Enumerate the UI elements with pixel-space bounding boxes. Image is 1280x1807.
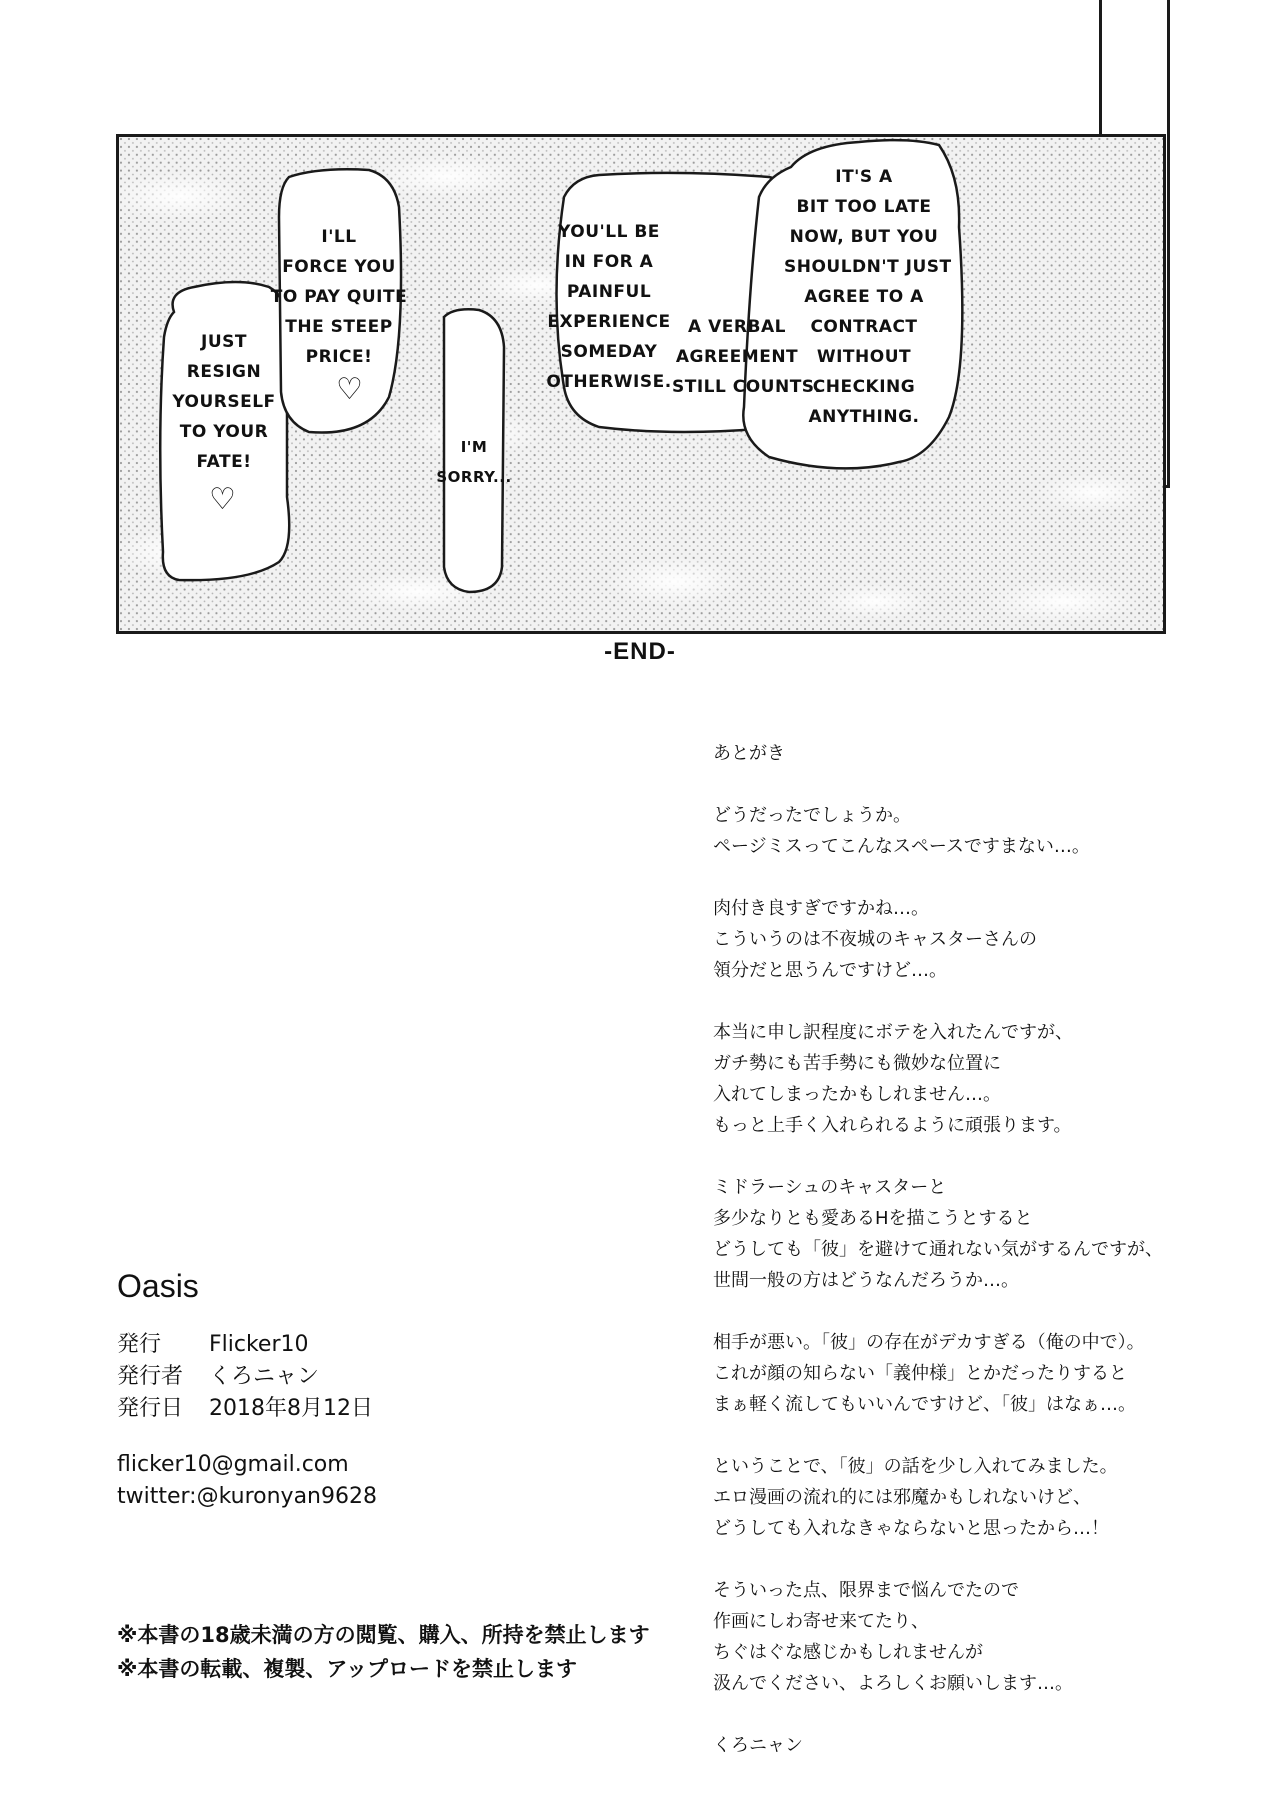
afterword-line: こういうのは不夜城のキャスターさんの bbox=[713, 929, 1037, 950]
bubble-line: ANYTHING. bbox=[808, 407, 920, 427]
notice-line: ※本書の転載、複製、アップロードを禁止します bbox=[117, 1657, 577, 1681]
info-row-publisher bbox=[117, 1329, 677, 1361]
bubble-line: FORCE YOU bbox=[282, 257, 396, 277]
afterword-line: まぁ軽く流してもいいんですけど、「彼」はなぁ…。 bbox=[713, 1394, 1136, 1415]
bubble-line: EXPERIENCE bbox=[547, 312, 671, 332]
bubble-line: SHOULDN'T JUST bbox=[784, 257, 952, 277]
contact-block bbox=[117, 1449, 677, 1513]
afterword-line: どうだったでしょうか。 bbox=[713, 805, 911, 826]
afterword-spacer bbox=[713, 769, 1243, 800]
bubble-line: BIT TOO LATE bbox=[796, 197, 932, 217]
legal-notices bbox=[117, 1618, 717, 1686]
afterword-line: 汲んでください、よろしくお願いします…。 bbox=[713, 1673, 1073, 1694]
afterword-line: 入れてしまったかもしれません…。 bbox=[713, 1084, 1001, 1105]
afterword-spacer bbox=[713, 1420, 1243, 1451]
info-value: Flicker10 bbox=[209, 1332, 309, 1357]
bubble-painful bbox=[544, 217, 674, 397]
heart-icon: ♡ bbox=[336, 372, 363, 407]
info-value: 2018年8月12日 bbox=[209, 1396, 373, 1421]
bubble-line: AGREE TO A bbox=[804, 287, 924, 307]
info-label: 発行日 bbox=[117, 1396, 184, 1421]
bubble-line: CONTRACT bbox=[810, 317, 918, 337]
bubble-line: I'LL bbox=[321, 227, 357, 247]
bubble-line: SOMEDAY bbox=[560, 342, 658, 362]
bubble-late bbox=[784, 162, 952, 432]
bubble-line: YOU'LL BE bbox=[558, 222, 660, 242]
afterword-line: ページミスってこんなスペースですまない…。 bbox=[713, 836, 1090, 857]
bubble-line: THE STEEP bbox=[285, 317, 393, 337]
bubble-line: TO PAY QUITE bbox=[270, 287, 408, 307]
afterword-line: エロ漫画の流れ的には邪魔かもしれないけど、 bbox=[713, 1487, 1091, 1508]
bubble-line: A VERBAL bbox=[688, 317, 786, 337]
afterword-spacer bbox=[713, 862, 1243, 893]
afterword-line: 肉付き良すぎですかね…。 bbox=[713, 898, 929, 919]
afterword-spacer bbox=[713, 986, 1243, 1017]
bubble-line: YOURSELF bbox=[172, 392, 276, 412]
twitter-handle: twitter:@kuronyan9628 bbox=[117, 1484, 377, 1509]
bubble-line: CHECKING bbox=[812, 377, 916, 397]
afterword-line: 世間一般の方はどうなんだろうか…。 bbox=[713, 1270, 1019, 1291]
info-label: 発行 bbox=[117, 1332, 162, 1357]
manga-panel bbox=[116, 134, 1166, 634]
afterword-line: くろニャン bbox=[713, 1735, 803, 1756]
bubble-verbal bbox=[672, 312, 822, 402]
afterword-line: 作画にしわ寄せ来てたり、 bbox=[713, 1611, 929, 1632]
afterword-spacer bbox=[713, 1296, 1243, 1327]
bubble-line: RESIGN bbox=[186, 362, 262, 382]
afterword-line: 本当に申し訳程度にボテを入れたんですが、 bbox=[713, 1022, 1073, 1043]
bubble-line: I'M bbox=[460, 438, 488, 456]
bubble-line: NOW, BUT YOU bbox=[789, 227, 939, 247]
afterword bbox=[713, 738, 1243, 1761]
afterword-line: どうしても「彼」を避けて通れない気がするんですが、 bbox=[713, 1239, 1163, 1260]
bubble-line: TO YOUR bbox=[179, 422, 269, 442]
afterword-line: これが顔の知らない「義仲様」とかだったりすると bbox=[713, 1363, 1127, 1384]
afterword-spacer bbox=[713, 1544, 1243, 1575]
heart-icon: ♡ bbox=[209, 482, 236, 517]
info-label: 発行者 bbox=[117, 1364, 184, 1389]
afterword-line: そういった点、限界まで悩んでたので bbox=[713, 1580, 1019, 1601]
info-value: くろニャン bbox=[209, 1364, 320, 1389]
bubble-line: PRICE! bbox=[305, 347, 373, 367]
colophon bbox=[117, 1268, 677, 1513]
afterword-line: ミドラーシュのキャスターと bbox=[713, 1177, 947, 1198]
afterword-line: どうしても入れなきゃならないと思ったから…！ bbox=[713, 1518, 1109, 1539]
end-mark: -END- bbox=[604, 638, 676, 665]
info-row-date bbox=[117, 1393, 677, 1425]
afterword-line: 相手が悪い。「彼」の存在がデカすぎる（俺の中で）。 bbox=[713, 1332, 1145, 1353]
bubble-line: SORRY... bbox=[436, 468, 512, 486]
afterword-line: ということで、「彼」の話を少し入れてみました。 bbox=[713, 1456, 1118, 1477]
afterword-spacer bbox=[713, 1699, 1243, 1730]
bubble-line: IN FOR A bbox=[564, 252, 654, 272]
afterword-line: 多少なりとも愛あるHを描こうとすると bbox=[713, 1208, 1033, 1229]
bubble-line: OTHERWISE. bbox=[546, 372, 672, 392]
afterword-heading: あとがき bbox=[713, 743, 785, 764]
afterword-line: ガチ勢にも苦手勢にも微妙な位置に bbox=[713, 1053, 1001, 1074]
book-title: Oasis bbox=[117, 1268, 199, 1304]
bubble-line: WITHOUT bbox=[816, 347, 912, 367]
bubble-force bbox=[264, 222, 414, 372]
bubble-line: IT'S A bbox=[835, 167, 893, 187]
afterword-line: 領分だと思うんですけど…。 bbox=[713, 960, 947, 981]
afterword-line: もっと上手く入れられるように頑張ります。 bbox=[713, 1115, 1072, 1136]
bubble-line: AGREEMENT bbox=[675, 347, 799, 367]
email-address: flicker10@gmail.com bbox=[117, 1452, 349, 1477]
afterword-line: ちぐはぐな感じかもしれませんが bbox=[713, 1642, 983, 1663]
notice-line: ※本書の18歳未満の方の閲覧、購入、所持を禁止します bbox=[117, 1623, 650, 1647]
info-row-author bbox=[117, 1361, 677, 1393]
bubble-line: PAINFUL bbox=[566, 282, 652, 302]
bubble-sorry bbox=[424, 432, 524, 492]
bubble-line: FATE! bbox=[196, 452, 252, 472]
bubble-line: STILL COUNTS. bbox=[672, 377, 822, 397]
bubble-line: JUST bbox=[201, 332, 247, 352]
afterword-spacer bbox=[713, 1141, 1243, 1172]
